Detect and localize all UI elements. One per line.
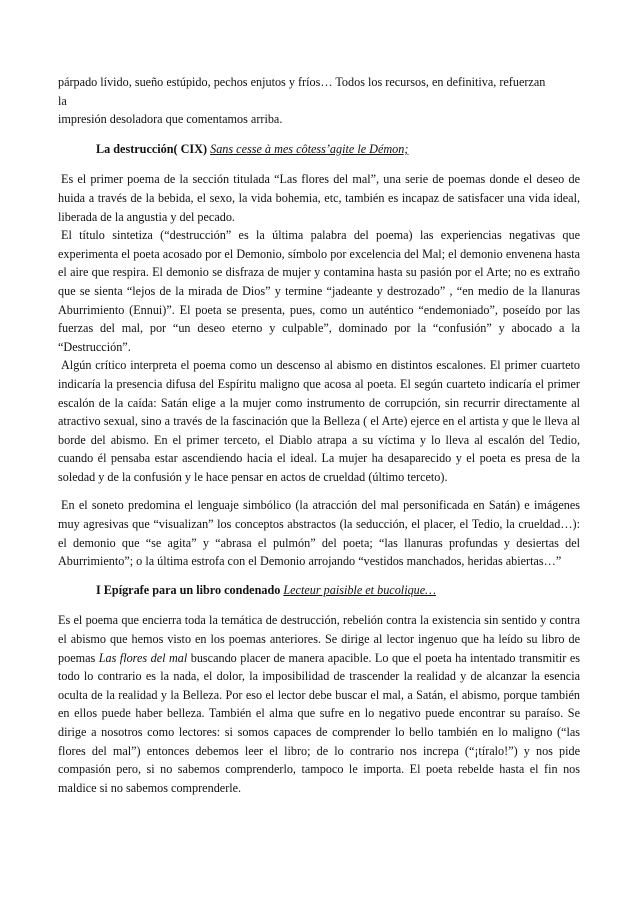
section-1-paragraph-2: El título sintetiza (“destrucción” es la última palabra del poema) las experiencias negativas que experimenta el poeta acosado por el Demonio, símbolo por excelencia del Mal; el demonio envenena hasta el aire que respira. El demonio se disfraza de mujer y contamina hasta su pasión por el Arte; no es extraño que se sienta “lejos de la mirada de Dios” y termine “jadeante y destrozado” , “en medio de la llanuras Aburrimiento (Ennui)”. El poeta se presenta, pues, como un auténtico “endemoniado”, poseído por las fuerzas del mal, por “un deseo eterno y culpable”, dominado por la “confusión” y abocado a la “Destrucción”. — [58, 228, 580, 354]
section-2-paragraph-1-end: buscando placer de manera apacible. Lo que el poeta ha intentado transmitir es todo lo contrario es la nada, el dolor, la imposibilidad de trascender la realidad y de alcanzar la esencia oculta de la realidad y la Belleza. Por eso el lector debe buscar el mal, a Satán, el abismo, porque también en ellos puede haber belleza. También el alma que sufre en lo negativo puede encontrar su paraíso. Se dirige a nosotros como lectores: si somos capaces de comprender lo bello también en lo maligno (“las flores del mal”) entonces debemos leer el libro; de lo contrario nos increpa (“¡tíralo!”) y nos pide compasión pero, si no sabemos comprenderlo, tampoco le importa. El poeta rebelde hasta el fin nos maldice si no sabemos comprenderle. — [58, 650, 580, 795]
section-2-title: I Epígrafe para un libro condenado — [96, 582, 281, 597]
section-1-heading — [58, 140, 580, 159]
section-1-title: La destrucción( CIX) — [96, 141, 208, 156]
section-1-paragraph-1: Es el primer poema de la sección titulada “Las flores del mal”, una serie de poemas donde el deseo de huida a través de la bebida, el sexo, la vida bohemia, etc, también es incapaz de satisfacer una vida ideal, liberada de la angustia y del pecado. — [58, 172, 580, 224]
document-page — [58, 73, 580, 797]
book-title: Las flores del mal — [98, 650, 188, 665]
section-2-paragraph-1-start: Es el poema que encierra toda la temática de destrucción, rebelión contra la existencia sin sentido y contra el abismo que hemos visto en los poemas anteriores. Se dirige al lector ingenuo que ha leído su libro de poemas — [58, 613, 580, 665]
intro-line-3: impresión desoladora que comentamos arriba. — [58, 112, 283, 127]
intro-line-1: párpado lívido, sueño estúpido, pechos enjutos y fríos… Todos los recursos, en definitiva, refuerzan — [58, 75, 546, 89]
section-2-heading — [58, 581, 580, 600]
section-2-paragraph-1 — [58, 611, 580, 797]
section-1-epigraph: Sans cesse à mes côtess’agite le Démon; — [210, 141, 409, 156]
section-1-paragraph-4: En el soneto predomina el lenguaje simbólico (la atracción del mal personificada en Satán) e imágenes muy agresivas que “visualizan” los conceptos abstractos (la seducción, el placer, el Tedio, la crueldad…): el demonio que “se agita” y “abrasa el pulmón” del poeta; “las llanuras profundas y desiertas del Aburrimiento”; o la última estrofa con el Demonio arrojando “vestidos manchados, heridas abiertas…” — [58, 498, 580, 569]
intro-line-2: la — [58, 93, 67, 108]
section-2-epigraph: Lecteur paisible et bucolique… — [283, 582, 437, 597]
section-1-paragraph-3: Algún crítico interpreta el poema como un descenso al abismo en distintos escalones. El primer cuarteto indicaría la presencia difusa del Espíritu maligno que acosa al poeta. El según cuarteto indicaría el primer escalón de la caída: Satán elige a la mujer como instrumento de corrupción, sin recurrir directamente al atractivo sexual, sino a través de la fascinación que la Belleza ( el Arte) ejerce en el artista y que le lleva al borde del abismo. En el primer terceto, el Diablo atrapa a su víctima y lo lleva al escalón del Tedio, cuando él pensaba estar ascendiendo hacia el ideal. La mujer ha desaparecido y el poeta es presa de la soledad y de la confusión y le hace pensar en actos de crueldad (último terceto). — [58, 358, 580, 484]
